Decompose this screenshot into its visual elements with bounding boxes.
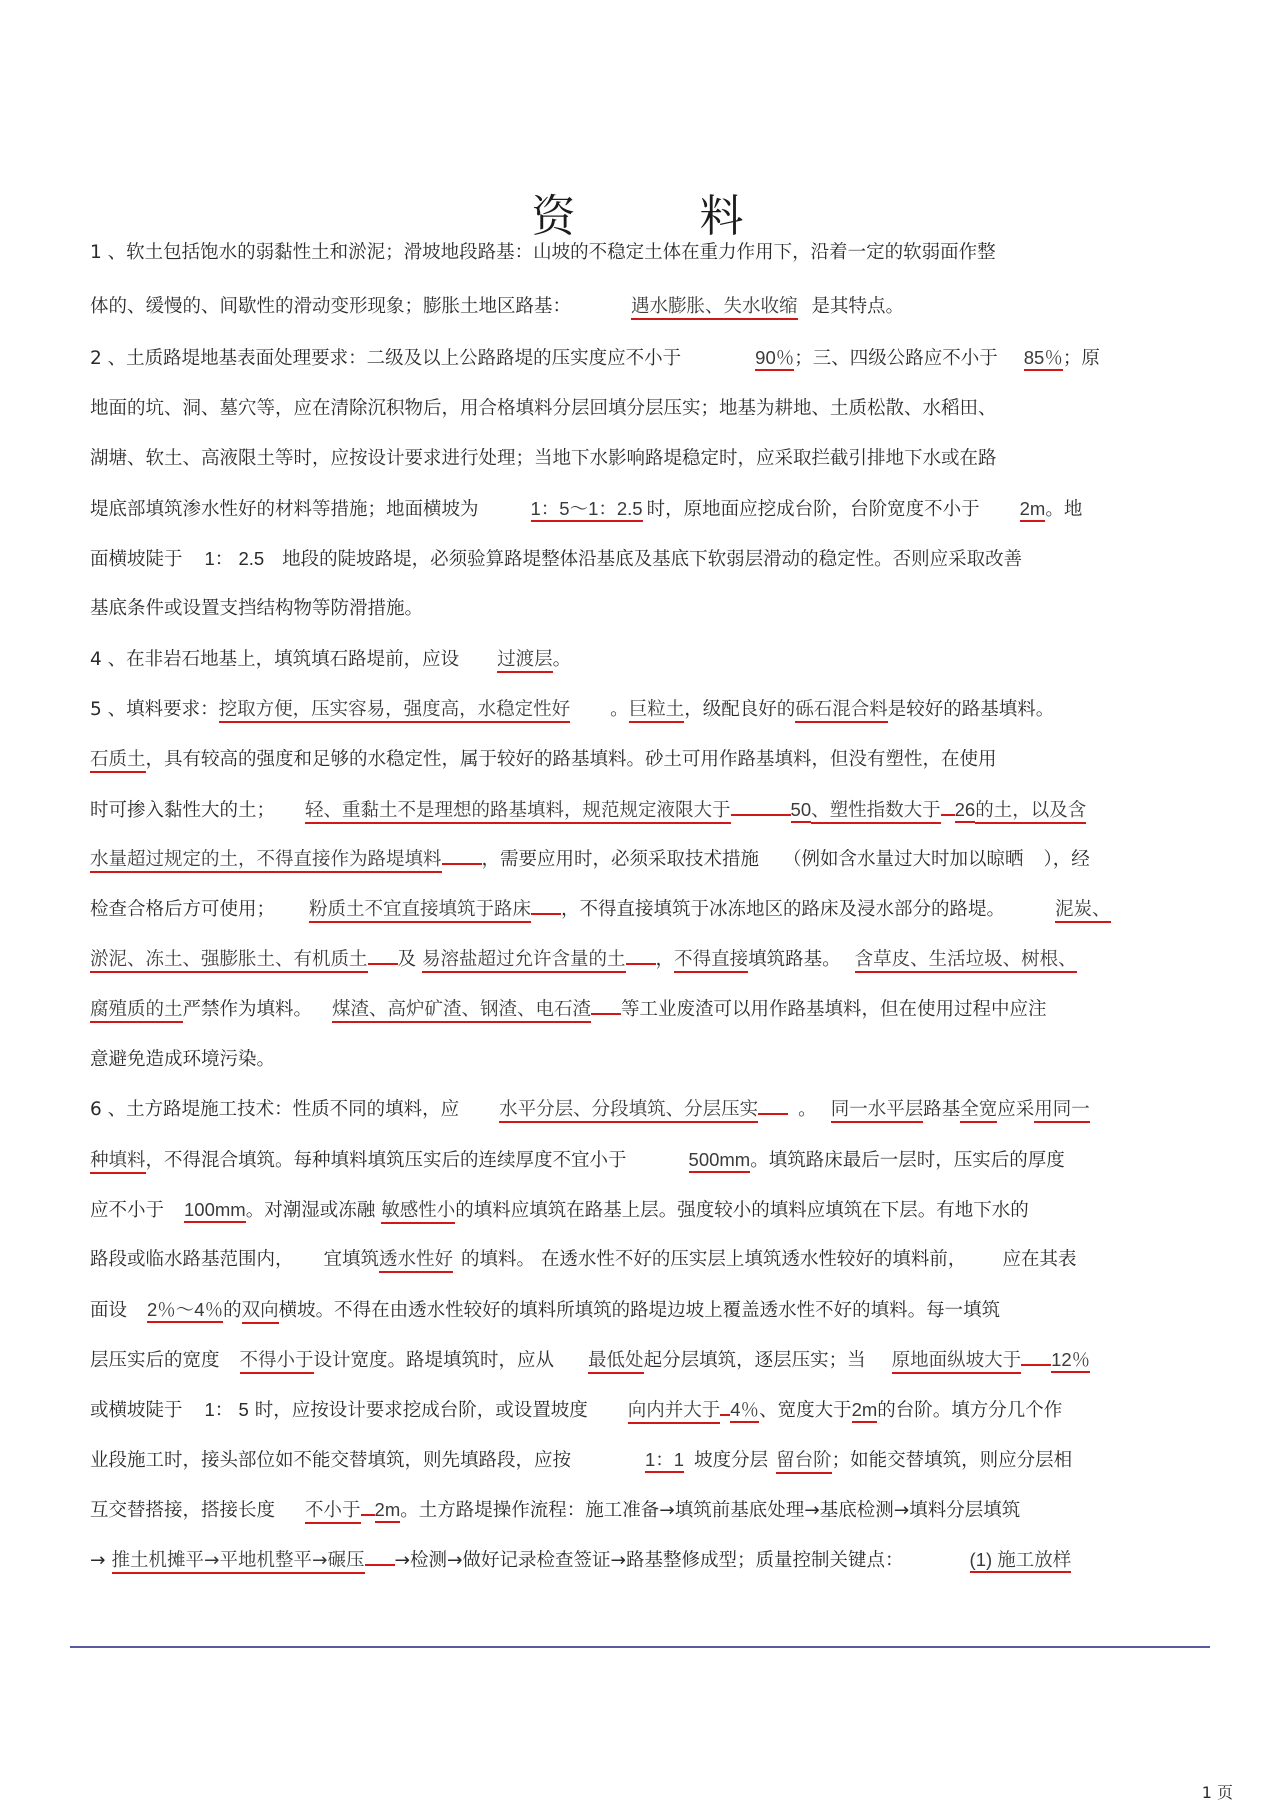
text-line: 1 、软土包括饱水的弱黏性土和淤泥；滑坡地段路基：山坡的不稳定土体在重力作用下，沿着一定的软弱面作整 — [90, 242, 996, 263]
underlined-answer: 最低处 — [588, 1350, 644, 1374]
footer-divider — [70, 1646, 1210, 1648]
underlined-answer: 50 — [791, 799, 812, 823]
underlined-answer: 过渡层 — [497, 649, 553, 673]
underlined-answer: 敏感性小 — [381, 1200, 455, 1224]
text-line: 检查合格后方可使用； 粉质土不宜直接填筑于路床 ，不得直接填筑于冰冻地区的路床及浸水部分的路堤。 泥炭、 — [90, 897, 1190, 923]
text-line: 应不小于 100mm。对潮湿或冻融 敏感性小的填料应填筑在路基上层。强度较小的填料应填筑在下层。有地下水的 — [90, 1197, 1190, 1224]
underlined-answer: 巨粒土 — [629, 699, 685, 723]
underlined-answer: 原地面纵坡大于 — [892, 1350, 1022, 1374]
underlined-answer: 全宽 — [960, 1099, 997, 1123]
title-char-1: 资 — [531, 191, 576, 242]
underlined-answer: 挖取方便，压实容易，强度高，水稳定性好 — [219, 699, 571, 723]
underlined-answer: 4％ — [730, 1399, 759, 1423]
underlined-answer: 500mm — [689, 1149, 751, 1173]
underlined-answer: 、塑性指数大于 — [811, 800, 941, 824]
text-line: 时可掺入黏性大的土； 轻、重黏土不是理想的路基填料，规范规定液限大于 50、塑性指数大于 26的土，以及含 — [90, 797, 1190, 824]
text-line: 业段施工时，接头部位如不能交替填筑，则先填路段，应按 1：1 坡度分层 留台阶；如能交替填筑，则应分层相 — [90, 1447, 1190, 1474]
underlined-answer: 透水性好 — [379, 1249, 453, 1273]
underlined-answer: 种填料 — [90, 1150, 146, 1174]
text-line: 6 、土方路堤施工技术：性质不同的填料，应 水平分层、分段填筑、分层压实 。 同一水平层路基全宽应采用同一 — [90, 1097, 1190, 1123]
text-line: 水量超过规定的土，不得直接作为路堤填料 ，需要应用时，必须采取技术措施 （例如含水量过大时加以晾晒 ），经 — [90, 847, 1190, 873]
underlined-answer: 的土，以及含 — [975, 800, 1086, 824]
text-line: 层压实后的宽度 不得小于设计宽度。路堤填筑时，应从 最低处起分层填筑，逐层压实；当 原地面纵坡大于 12％ — [90, 1347, 1190, 1374]
text-line: 意避免造成环境污染。 — [90, 1049, 276, 1070]
underlined-answer: 2m — [1020, 498, 1046, 522]
underlined-answer: 双向 — [242, 1300, 279, 1324]
underlined-answer: 腐殖质的土 — [90, 999, 183, 1023]
underlined-answer: 砾石混合料 — [795, 699, 888, 723]
text-line: 湖塘、软土、高液限土等时，应按设计要求进行处理；当地下水影响路堤稳定时，应采取拦截引排地下水或在路 — [90, 448, 997, 469]
text-line: 种填料，不得混合填筑。每种填料填筑压实后的连续厚度不宜小于 500mm。填筑路床最后一层时，压实后的厚度 — [90, 1147, 1190, 1174]
underlined-answer: (1) 施工放样 — [970, 1549, 1072, 1573]
underlined-answer: 26 — [955, 799, 976, 823]
underlined-answer: 用 — [1034, 1099, 1053, 1123]
underlined-answer: 2m — [852, 1399, 878, 1423]
underlined-answer: 同一 — [1053, 1099, 1090, 1123]
underlined-answer: 90％ — [755, 347, 794, 371]
text-line: 4 、在非岩石地基上，填筑填石路堤前，应设 过渡层。 — [90, 647, 1190, 673]
underlined-answer: 遇水膨胀、失水收缩 — [631, 296, 798, 320]
underlined-answer: 2％～4％ — [147, 1299, 223, 1323]
text-line: 或横坡陡于 1： 5 时，应按设计要求挖成台阶，或设置坡度 向内并大于 4％、宽度大于2m的台阶。填方分几个作 — [90, 1397, 1190, 1424]
text-line: 5 、填料要求：挖取方便，压实容易，强度高，水稳定性好 。巨粒土，级配良好的砾石混合料是较好的路基填料。 — [90, 697, 1190, 723]
text-line: 石质土，具有较高的强度和足够的水稳定性，属于较好的路基填料。砂土可用作路基填料，但没有塑性，在使用 — [90, 747, 1190, 773]
underlined-answer: 1：5～1：2.5 — [531, 498, 643, 522]
underlined-answer: 同一水平层 — [831, 1099, 924, 1123]
underlined-answer: 泥炭、 — [1055, 899, 1111, 923]
underlined-answer: 水量超过规定的土，不得直接作为路堤填料 — [90, 849, 442, 873]
underlined-answer: 1：1 — [645, 1449, 684, 1473]
text-line: 腐殖质的土严禁作为填料。 煤渣、高炉矿渣、钢渣、电石渣 等工业废渣可以用作路基填料，但在使用过程中应注 — [90, 997, 1190, 1023]
text-line: 路段或临水路基范围内， 宜填筑透水性好 的填料。 在透水性不好的压实层上填筑透水性较好的填料前， 应在其表 — [90, 1247, 1190, 1273]
underlined-answer: 留台阶 — [776, 1450, 832, 1474]
text-line: 地面的坑、洞、墓穴等，应在清除沉积物后，用合格填料分层回填分层压实；地基为耕地、土质松散、水稻田、 — [90, 398, 997, 419]
underlined-answer: 水平分层、分段填筑、分层压实 — [499, 1099, 758, 1123]
text-line: 互交替搭接，搭接长度 不小于 2m。土方路堤操作流程：施工准备→填筑前基底处理→基底检测→填料分层填筑 — [90, 1497, 1190, 1524]
underlined-answer: 石质土 — [90, 749, 146, 773]
underlined-answer: 100mm — [184, 1199, 246, 1223]
underlined-answer: 不得直接 — [674, 949, 748, 973]
underlined-answer: 轻、重黏土不是理想的路基填料，规范规定液限大于 — [305, 800, 731, 824]
text-line: 基底条件或设置支挡结构物等防滑措施。 — [90, 598, 424, 619]
underlined-answer: 向内并大于 — [628, 1400, 721, 1424]
text-line: 淤泥、冻土、强膨胀土、有机质土 及 易溶盐超过允许含量的土 ，不得直接填筑路基。 含草皮、生活垃圾、树根、 — [90, 947, 1190, 973]
underlined-answer: 煤渣、高炉矿渣、钢渣、电石渣 — [332, 999, 591, 1023]
text-line: 堤底部填筑渗水性好的材料等措施；地面横坡为 1：5～1：2.5 时，原地面应挖成台阶，台阶宽度不小于 2m。地 — [90, 498, 1083, 520]
underlined-answer: 淤泥、冻土、强膨胀土、有机质土 — [90, 949, 368, 973]
underlined-answer: 不得小于 — [240, 1350, 314, 1374]
text-line: 面横坡陡于 1： 2.5 地段的陡坡路堤，必须验算路堤整体沿基底及基底下软弱层滑动的稳定性。否则应采取改善 — [90, 548, 1023, 570]
underlined-answer: 易溶盐超过允许含量的土 — [422, 949, 626, 973]
document-title — [0, 180, 1275, 244]
text-line: 体的、缓慢的、间歇性的滑动变形现象；膨胀土地区路基： 遇水膨胀、失水收缩 是其特点。 — [90, 294, 1190, 320]
title-char-2: 料 — [699, 191, 744, 242]
text-line: 2 、土质路堤地基表面处理要求：二级及以上公路路堤的压实度应不小于 90％；三、四级公路应不小于 85％；原 — [90, 347, 1100, 369]
text-line: → 推土机摊平→平地机整平→碾压 →检测→做好记录检查签证→路基整修成型；质量控制关键点： (1) 施工放样 — [90, 1547, 1190, 1574]
underlined-answer: 不小于 — [305, 1500, 361, 1524]
underlined-answer: 2m — [375, 1499, 401, 1523]
text-line: 面设 2％～4％的双向横坡。不得在由透水性较好的填料所填筑的路堤边坡上覆盖透水性不好的填料。每一填筑 — [90, 1297, 1190, 1324]
underlined-answer: 85％ — [1024, 347, 1063, 371]
underlined-answer: 粉质土不宜直接填筑于路床 — [309, 899, 531, 923]
underlined-answer: 12％ — [1051, 1349, 1090, 1373]
page-number: 1 页 — [1201, 1783, 1233, 1802]
underlined-answer: 含草皮、生活垃圾、树根、 — [855, 949, 1077, 973]
underlined-answer: 推土机摊平→平地机整平→碾压 — [112, 1550, 365, 1574]
